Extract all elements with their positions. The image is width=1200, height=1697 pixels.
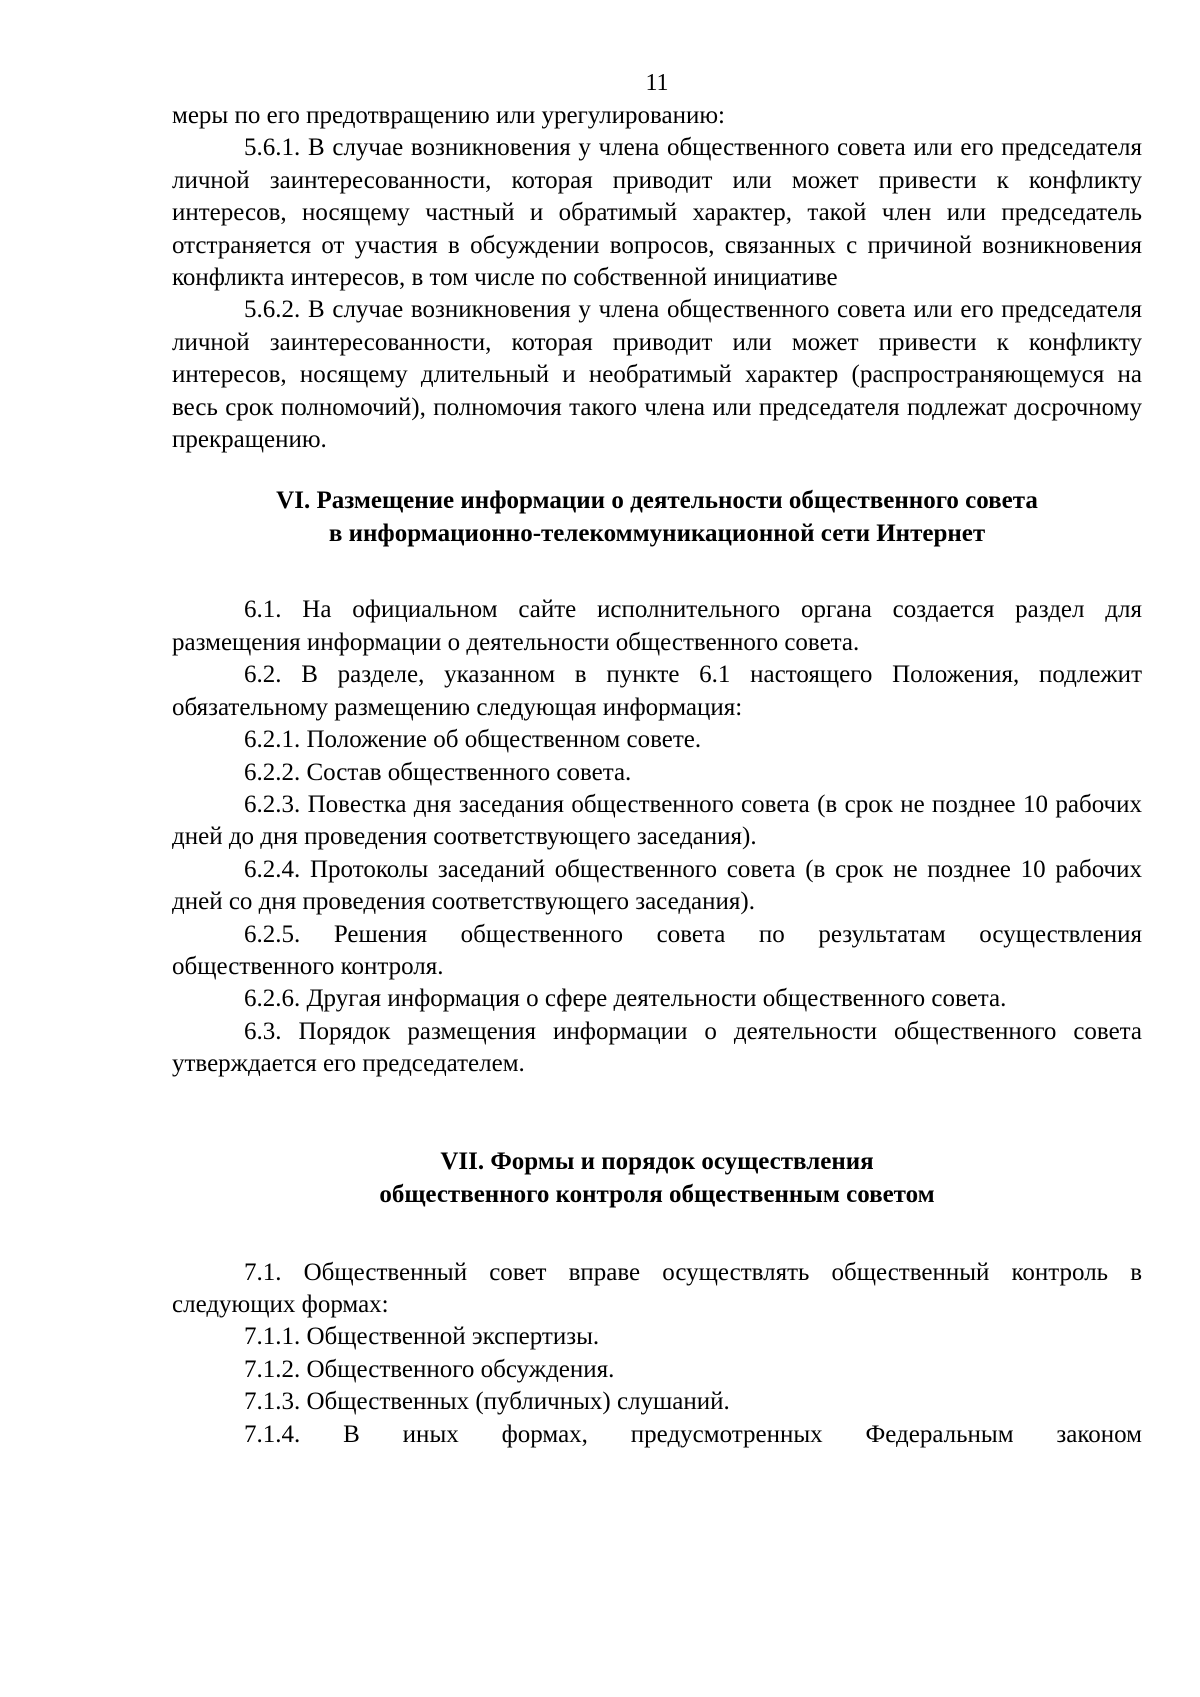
paragraph-6-2: 6.2. В разделе, указанном в пункте 6.1 настоящего Положения, подлежит обязательному размещению следующая информация: — [172, 661, 1142, 721]
paragraph-7-1-2: 7.1.2. Общественного обсуждения. — [244, 1355, 615, 1383]
paragraph-6-2-6: 6.2.6. Другая информация о сфере деятельности общественного совета. — [244, 985, 1007, 1013]
paragraph-5-6-1: 5.6.1. В случае возникновения у члена общественного совета или его председателя личной заинтересованности, которая приводит или может привести к конфликту интересов, носящему частный и обратимый характер, такой член или председатель отстраняется от участия в обсуждении вопросов, связанных с причиной возникновения конфликта интересов, в том числе по собственной инициативе — [172, 134, 1142, 292]
paragraph-7-1-1: 7.1.1. Общественной экспертизы. — [244, 1323, 600, 1351]
section-7-title-line-1: VII. Формы и порядок осуществления — [440, 1147, 874, 1175]
paragraph-6-2-3: 6.2.3. Повестка дня заседания общественного совета (в срок не позднее 10 рабочих дней до дня проведения соответствующего заседания). — [172, 790, 1142, 851]
paragraph-6-1: 6.1. На официальном сайте исполнительного органа создается раздел для размещения информации о деятельности общественного совета. — [172, 596, 1142, 656]
paragraph-6-2-1: 6.2.1. Положение об общественном совете. — [244, 726, 702, 754]
paragraph-6-3: 6.3. Порядок размещения информации о деятельности общественного совета утверждается его председателем. — [172, 1017, 1142, 1078]
paragraph-continuation: меры по его предотвращению или урегулированию: — [172, 102, 726, 129]
section-7-title-line-2: общественного контроля общественным советом — [379, 1180, 935, 1208]
paragraph-6-2-4: 6.2.4. Протоколы заседаний общественного совета (в срок не позднее 10 рабочих дней со дня проведения соответствующего заседания). — [172, 855, 1142, 916]
paragraph-7-1-3: 7.1.3. Общественных (публичных) слушаний. — [244, 1388, 730, 1416]
section-6-title-line-2: в информационно-телекоммуникационной сети Интернет — [328, 520, 986, 548]
document-page — [172, 68, 1142, 1451]
paragraph-7-1: 7.1. Общественный совет вправе осуществлять общественный контроль в следующих формах: — [172, 1258, 1142, 1318]
paragraph-6-2-2: 6.2.2. Состав общественного совета. — [244, 758, 632, 786]
page-number: 11 — [645, 70, 669, 96]
section-6-title-line-1: VI. Размещение информации о деятельности общественного совета — [276, 487, 1038, 515]
paragraph-6-2-5: 6.2.5. Решения общественного совета по результатам осуществления общественного контроля. — [172, 920, 1142, 980]
paragraph-7-1-4: 7.1.4. В иных формах, предусмотренных Федеральным законом — [244, 1420, 1142, 1448]
paragraph-5-6-2: 5.6.2. В случае возникновения у члена общественного совета или его председателя личной заинтересованности, которая приводит или может привести к конфликту интересов, носящему длительный и необратимый характер (распространяющемуся на весь срок полномочий), полномочия такого члена или председателя подлежат досрочному прекращению. — [172, 296, 1142, 454]
